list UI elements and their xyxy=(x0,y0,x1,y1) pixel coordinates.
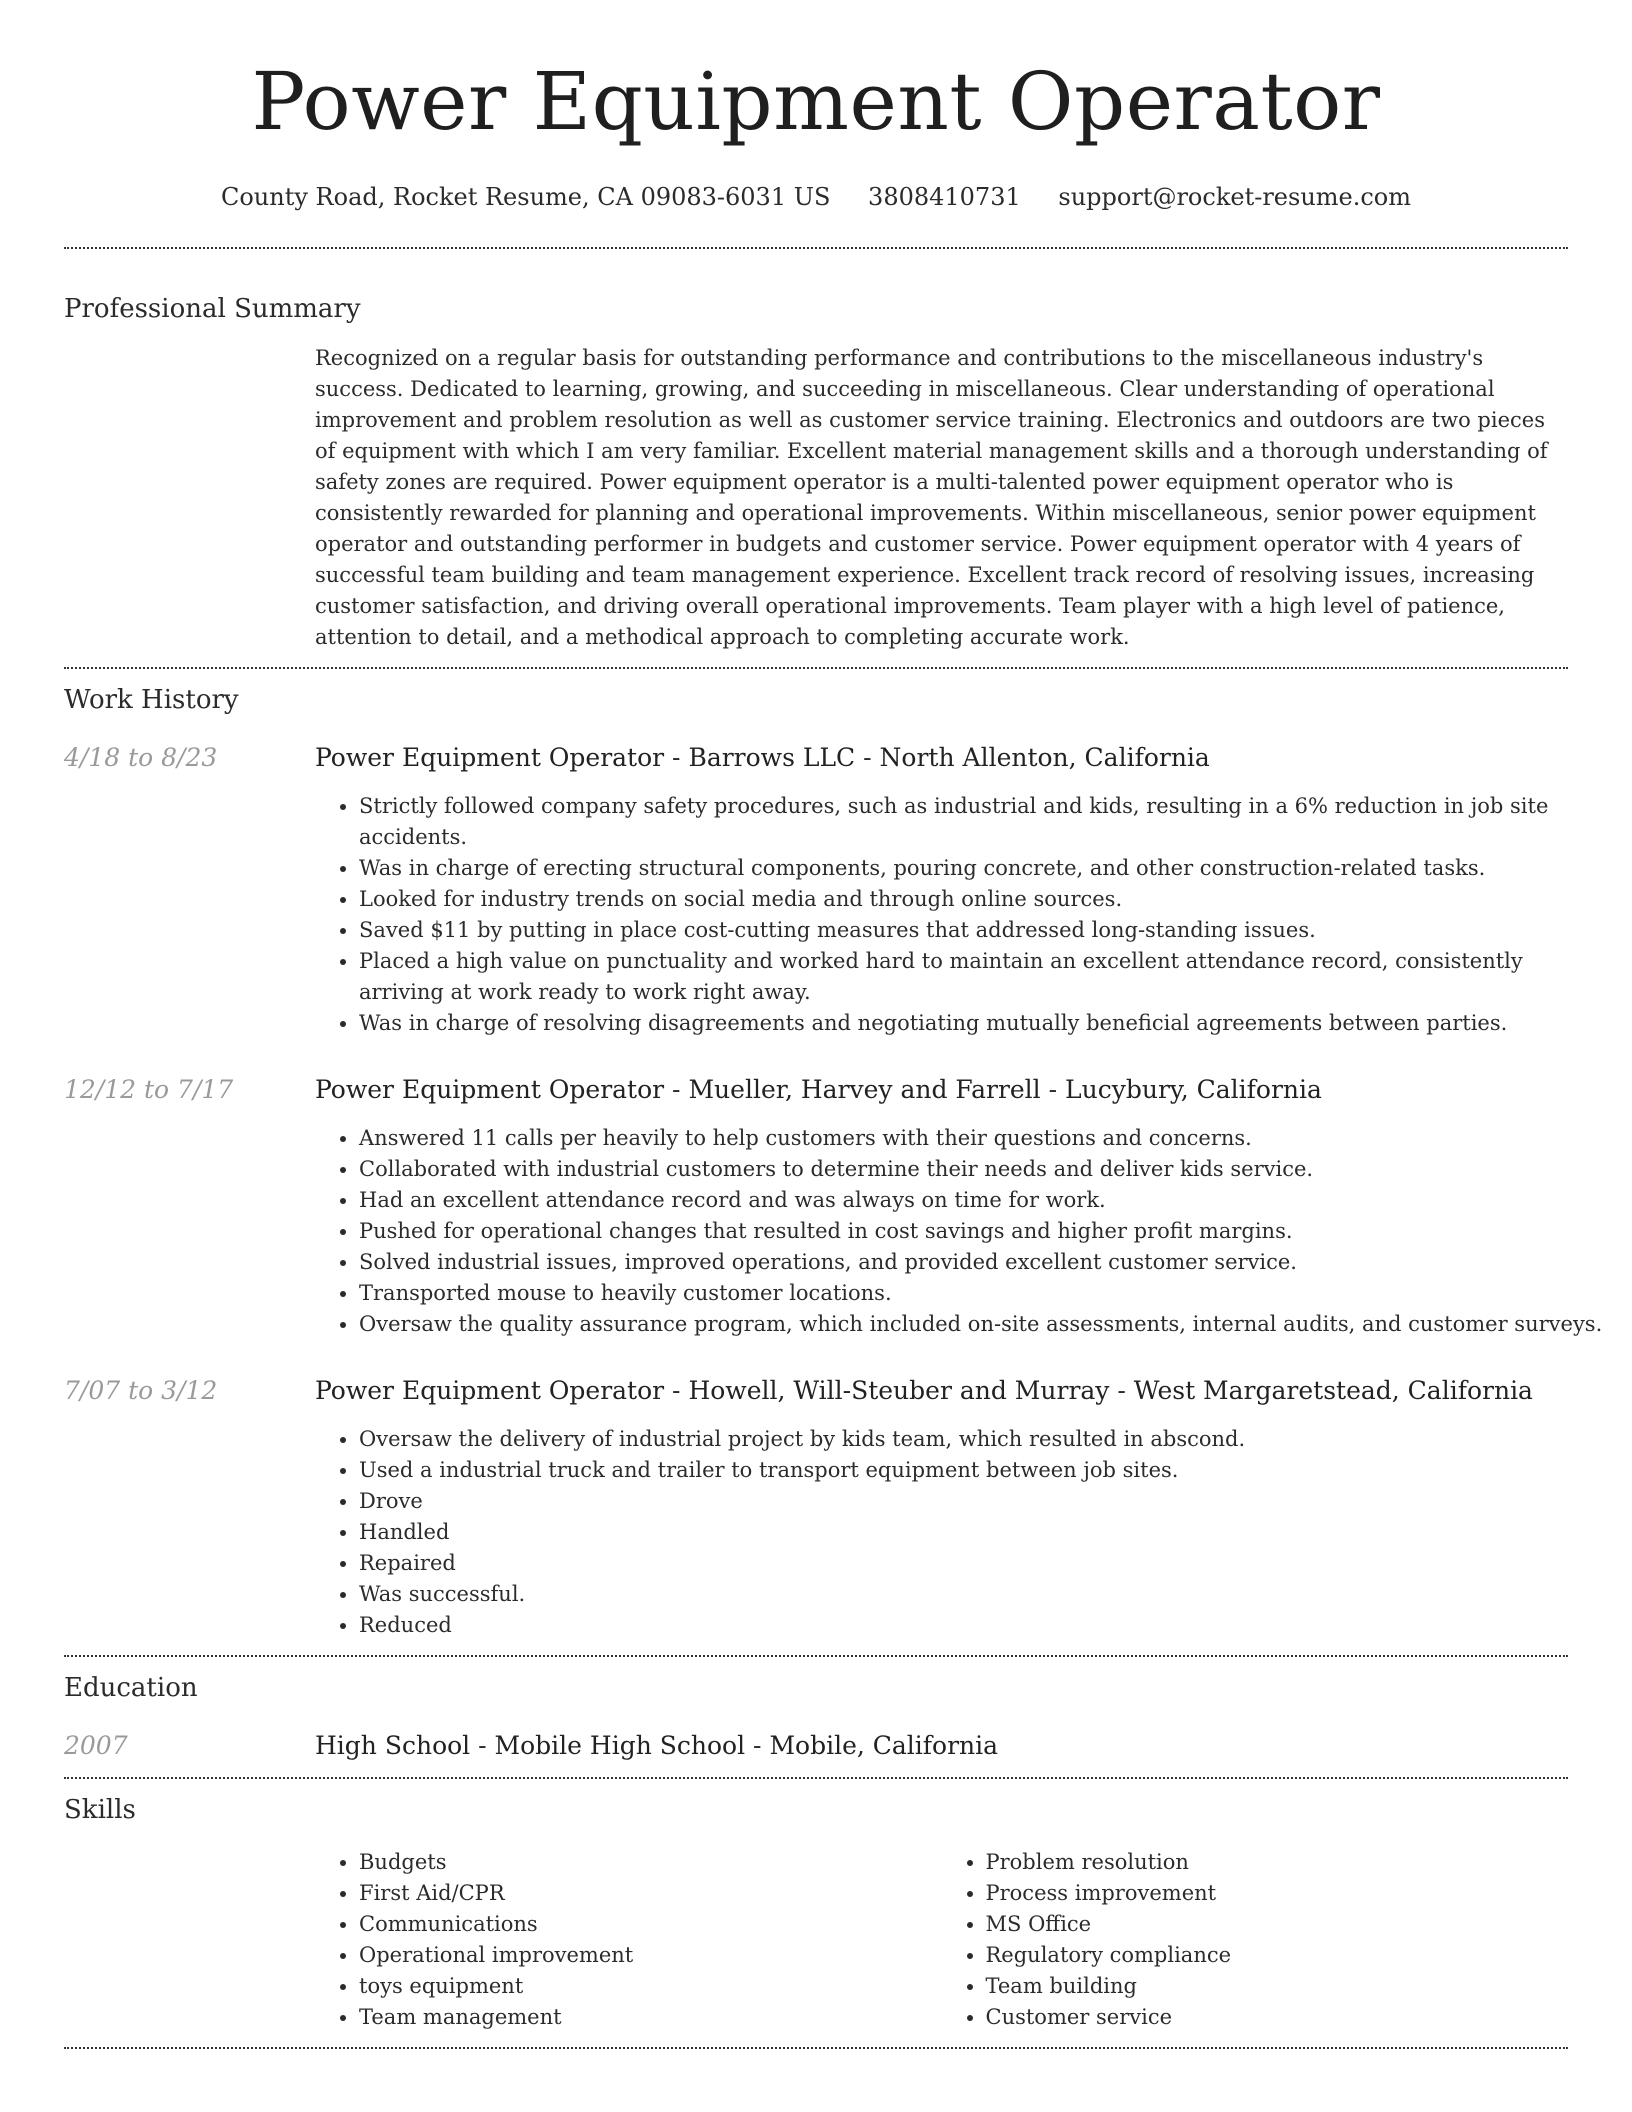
education-year: 2007 xyxy=(64,1731,128,1760)
work-history-section xyxy=(64,683,1603,1641)
job-title xyxy=(315,1374,1568,1408)
list-item: • Was in charge of resolving disagreements and negotiating mutually beneficial agreements between parties. xyxy=(359,1008,1612,1039)
skill-item: • Customer service xyxy=(986,2002,1569,2033)
job-location: Lucybury, California xyxy=(1065,1075,1322,1104)
list-item: • Looked for industry trends on social media and through online sources. xyxy=(359,884,1612,915)
skills-list-right xyxy=(942,1847,1569,2033)
list-item: • Was in charge of erecting structural components, pouring concrete, and other construction-related tasks. xyxy=(359,853,1612,884)
list-item: • Reduced xyxy=(359,1610,1612,1641)
divider xyxy=(64,1777,1568,1779)
list-item: • Drove xyxy=(359,1486,1612,1517)
job-bullets xyxy=(315,1424,1612,1641)
list-item: • Oversaw the delivery of industrial project by kids team, which resulted in abscond. xyxy=(359,1424,1612,1455)
education-section xyxy=(64,1671,1568,1763)
list-item: • Placed a high value on punctuality and worked hard to maintain an excellent attendance record, consistently arriving at work ready to work right away. xyxy=(359,946,1612,1008)
skill-item: • Team management xyxy=(359,2002,942,2033)
separator: - xyxy=(1109,1376,1134,1405)
list-item: • Answered 11 calls per heavily to help customers with their questions and concerns. xyxy=(359,1123,1612,1154)
job-dates: 7/07 to 3/12 xyxy=(64,1376,218,1405)
job-location: West Margaretstead, California xyxy=(1133,1376,1533,1405)
separator: - xyxy=(664,1376,689,1405)
education-location: Mobile, California xyxy=(769,1731,999,1760)
list-item: • Pushed for operational changes that resulted in cost savings and higher profit margins. xyxy=(359,1216,1612,1247)
section-title-skills: Skills xyxy=(64,1795,136,1825)
summary-text: Recognized on a regular basis for outstanding performance and contributions to the miscellaneous industry's success. Dedicated to learning, growing, and succeeding in miscellaneous. Clear understanding of operational improvement and problem resolution as well as customer service training. Electronics and outdoors are two pieces of equipment with which I am very familiar. Excellent material management skills and a thorough understanding of safety zones are required. Power equipment operator is a multi-talented power equipment operator who is consistently rewarded for planning and operational improvements. Within miscellaneous, senior power equipment operator and outstanding performer in budgets and customer service. Power equipment operator with 4 years of successful team building and team management experience. Excellent track record of resolving issues, increasing customer satisfaction, and driving overall operational improvements. Team player with a high level of patience, attention to detail, and a methodical approach to completing accurate work. xyxy=(315,346,1548,649)
list-item: • Handled xyxy=(359,1517,1612,1548)
contact-phone: 3808410731 xyxy=(868,183,1021,211)
job-dates: 12/12 to 7/17 xyxy=(64,1075,234,1104)
separator: - xyxy=(664,743,689,772)
list-item: • Repaired xyxy=(359,1548,1612,1579)
skill-item: • toys equipment xyxy=(359,1971,942,2002)
job-role: Power Equipment Operator xyxy=(315,1376,665,1405)
job-entry xyxy=(64,741,1568,1039)
list-item: • Oversaw the quality assurance program, which included on-site assessments, internal audits, and customer surveys. xyxy=(359,1309,1612,1340)
separator: - xyxy=(855,743,880,772)
separator: - xyxy=(745,1731,770,1760)
section-title-work: Work History xyxy=(64,685,239,715)
job-location: North Allenton, California xyxy=(879,743,1210,772)
summary-section xyxy=(64,292,1568,653)
skill-item: • Operational improvement xyxy=(359,1940,942,1971)
skill-item: • Process improvement xyxy=(986,1878,1569,1909)
contact-address: County Road, Rocket Resume, CA 09083-6031 US xyxy=(220,183,831,211)
list-item: • Transported mouse to heavily customer locations. xyxy=(359,1278,1612,1309)
job-entry xyxy=(64,1374,1568,1641)
skill-item: • Regulatory compliance xyxy=(986,1940,1569,1971)
list-item: • Was successful. xyxy=(359,1579,1612,1610)
skills-list-left xyxy=(315,1847,942,2033)
divider xyxy=(64,247,1568,249)
list-item: • Strictly followed company safety procedures, such as industrial and kids, resulting in a 6% reduction in job site accidents. xyxy=(359,791,1612,853)
divider xyxy=(64,2047,1568,2049)
contact-email: support@rocket-resume.com xyxy=(1058,183,1412,211)
list-item: • Had an excellent attendance record and was always on time for work. xyxy=(359,1185,1612,1216)
list-item: • Used a industrial truck and trailer to transport equipment between job sites. xyxy=(359,1455,1612,1486)
job-bullets xyxy=(315,1123,1612,1340)
education-degree: High School xyxy=(315,1731,471,1760)
separator: - xyxy=(470,1731,495,1760)
job-title xyxy=(315,1073,1568,1107)
separator: - xyxy=(1040,1075,1066,1104)
skill-item: • Problem resolution xyxy=(986,1847,1569,1878)
list-item: • Collaborated with industrial customers to determine their needs and deliver kids service. xyxy=(359,1154,1612,1185)
job-title xyxy=(315,741,1568,775)
section-title-summary: Professional Summary xyxy=(64,294,361,324)
job-company: Mueller, Harvey and Farrell xyxy=(688,1075,1041,1104)
resume-page xyxy=(64,0,1603,2049)
divider xyxy=(64,1655,1568,1657)
skill-item: • MS Office xyxy=(986,1909,1569,1940)
skill-item: • First Aid/CPR xyxy=(359,1878,942,1909)
education-title xyxy=(315,1729,1568,1763)
job-company: Barrows LLC xyxy=(688,743,856,772)
job-company: Howell, Will-Steuber and Murray xyxy=(688,1376,1110,1405)
skill-item: • Budgets xyxy=(359,1847,942,1878)
resume-name: Power Equipment Operator xyxy=(251,55,1381,148)
section-title-education: Education xyxy=(64,1673,198,1703)
list-item: • Solved industrial issues, improved operations, and provided excellent customer service. xyxy=(359,1247,1612,1278)
skills-section xyxy=(64,1793,1568,2033)
job-entry xyxy=(64,1073,1603,1340)
job-role: Power Equipment Operator xyxy=(315,743,665,772)
job-bullets xyxy=(315,791,1612,1039)
skills-grid xyxy=(315,1847,1568,2033)
skill-item: • Communications xyxy=(359,1909,942,1940)
contact-line xyxy=(64,182,1568,212)
divider xyxy=(64,667,1568,669)
job-role: Power Equipment Operator xyxy=(315,1075,665,1104)
education-school: Mobile High School xyxy=(494,1731,746,1760)
skill-item: • Team building xyxy=(986,1971,1569,2002)
separator: - xyxy=(664,1075,689,1104)
list-item: • Saved $11 by putting in place cost-cutting measures that addressed long-standing issues. xyxy=(359,915,1612,946)
job-dates: 4/18 to 8/23 xyxy=(64,743,218,772)
